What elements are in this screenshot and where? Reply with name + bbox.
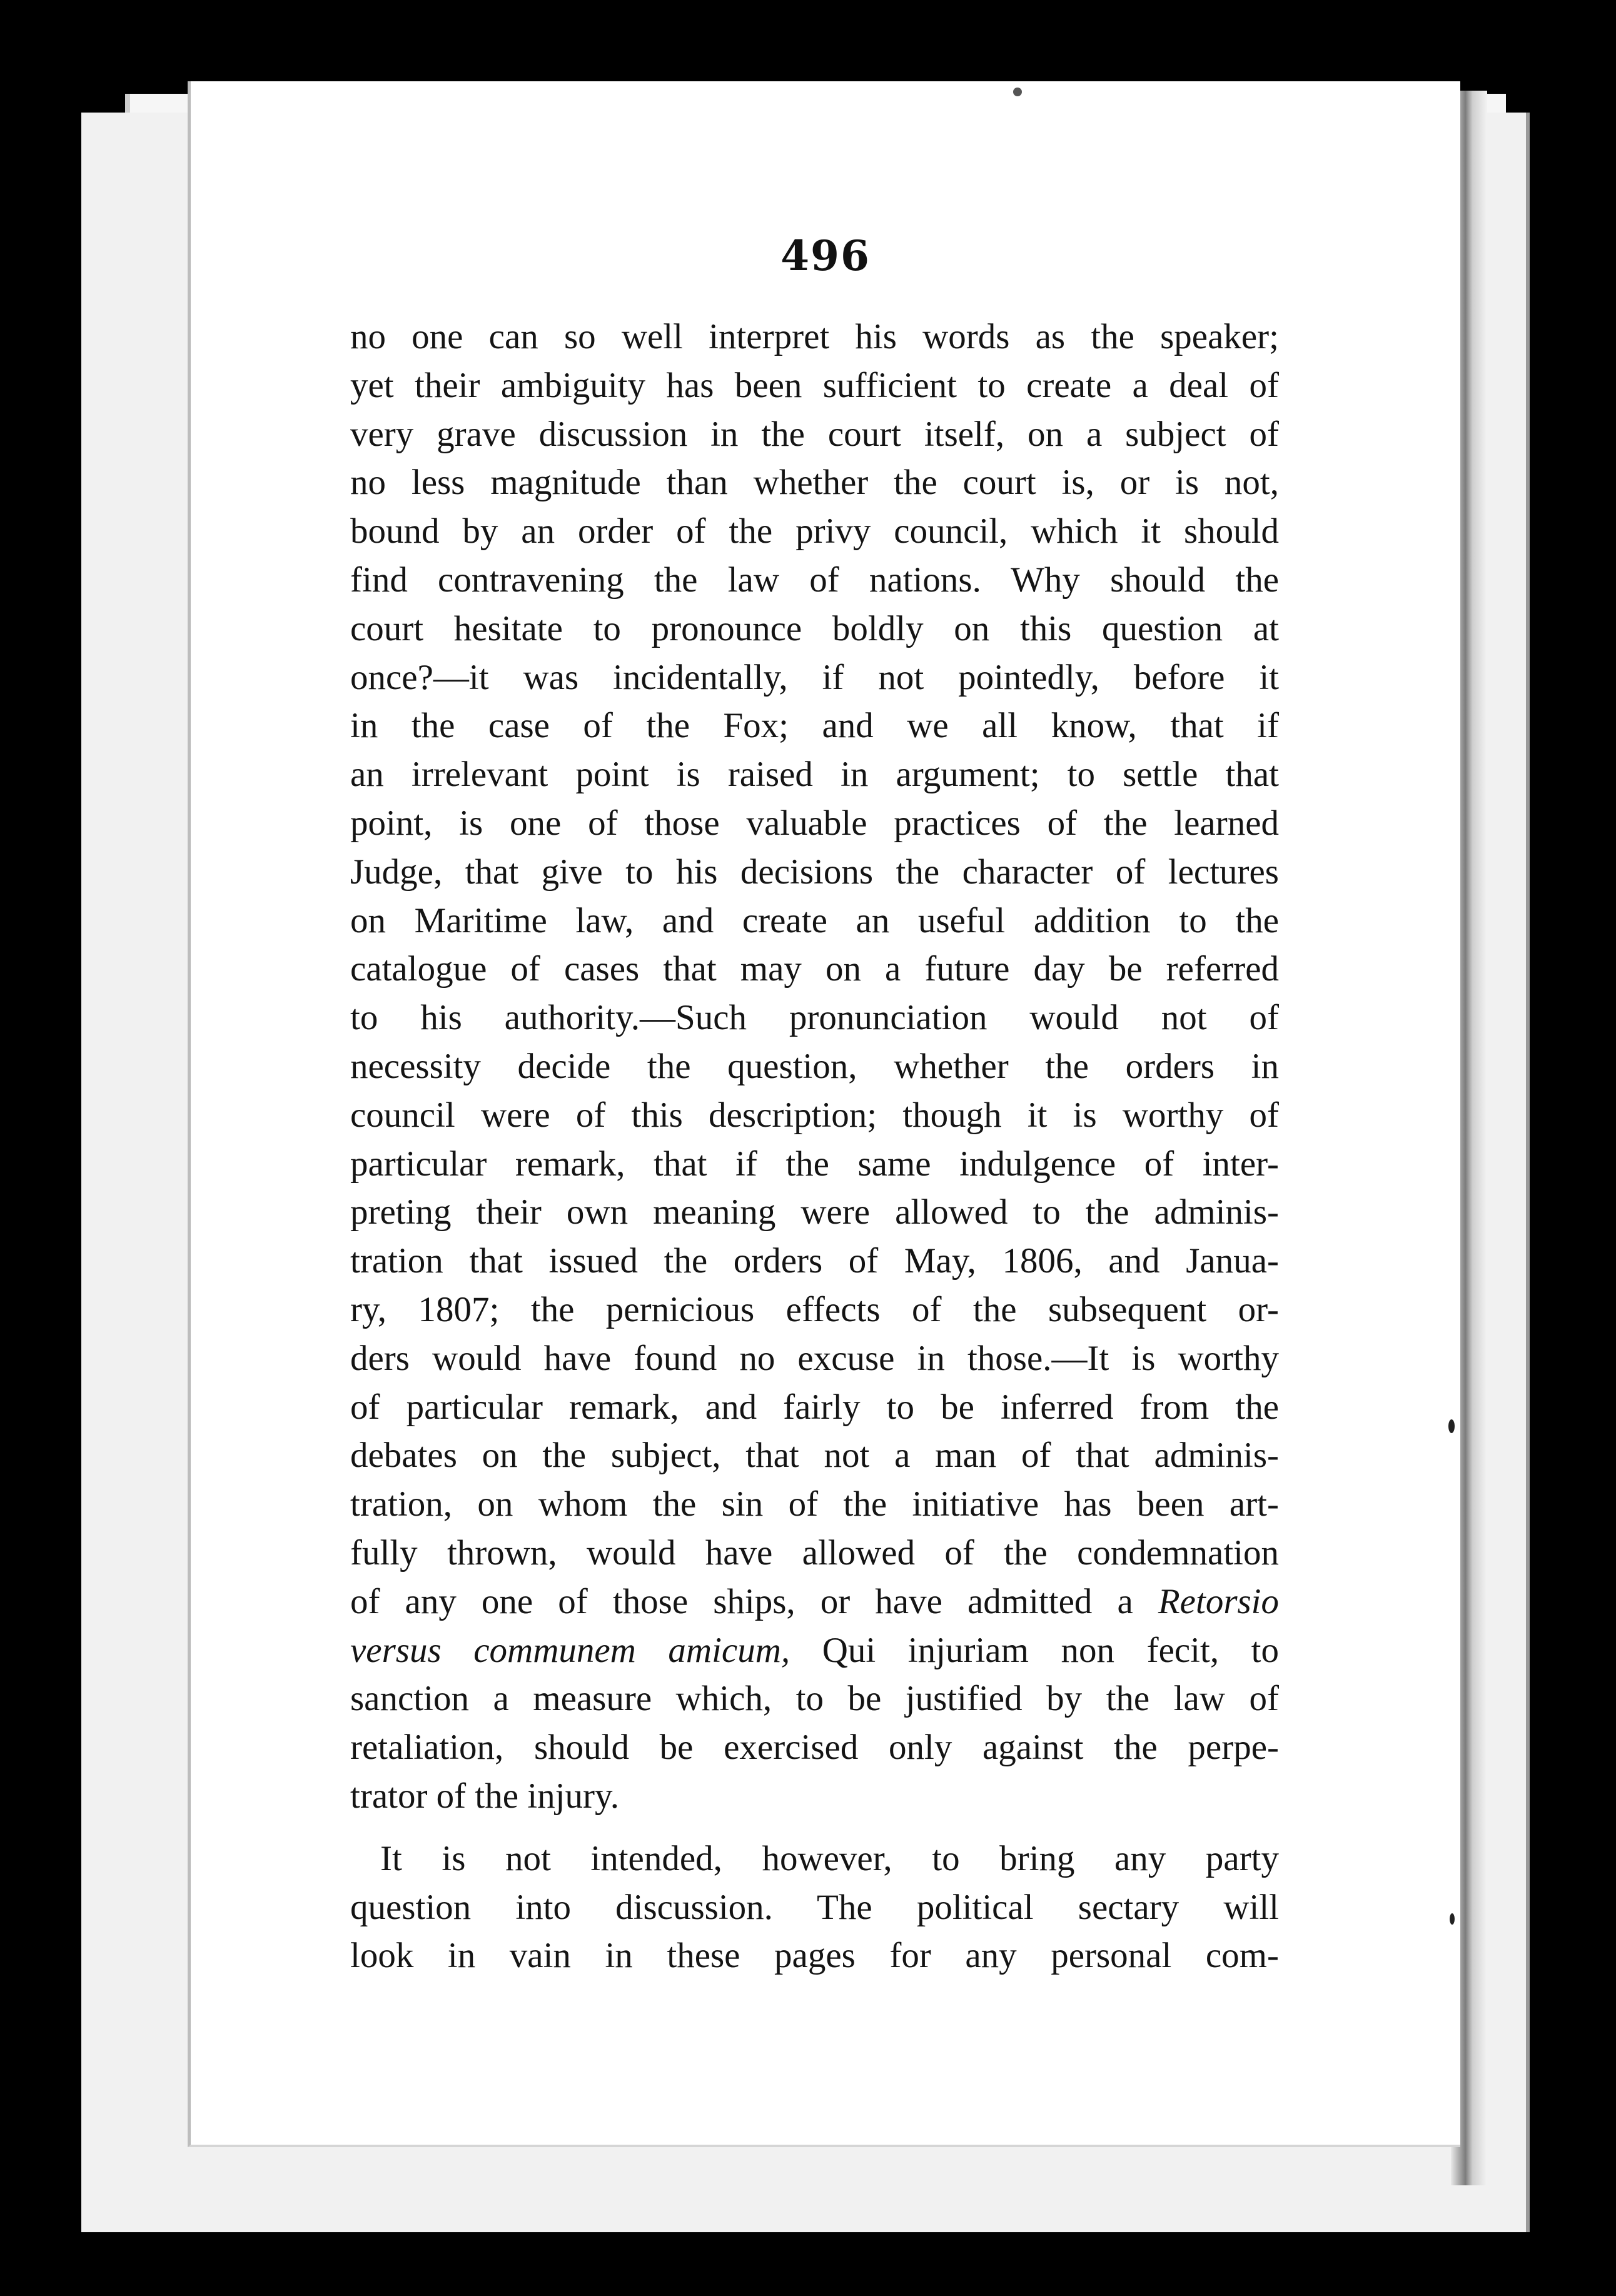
text-line: to his authority.—Such pronunciation would not of: [350, 998, 1279, 1038]
text-line: yet their ambiguity has been sufficient to create a deal of: [350, 365, 1279, 405]
text-line: debates on the subject, that not a man of that adminis-: [350, 1436, 1279, 1476]
text-line: retaliation, should be exercised only against the perpe-: [350, 1728, 1279, 1768]
text-line: once?—it was incidentally, if not pointedly, before it: [350, 657, 1279, 697]
text-line: on Maritime law, and create an useful addition to the: [350, 900, 1279, 940]
text-line: [350, 1578, 1279, 1626]
latin-phrase: Retorsio: [1158, 1581, 1280, 1621]
body-text: [350, 313, 1279, 1980]
text-line: tration that issued the orders of May, 1806, and Janua-: [350, 1241, 1279, 1281]
text-line: sanction a measure which, to be justified by the law of: [350, 1679, 1279, 1719]
paragraph-end-line: trator of the injury.: [350, 1776, 620, 1816]
paper-speck: [1013, 88, 1022, 96]
page-number: 496: [780, 231, 871, 280]
text-line: Judge, that give to his decisions the character of lectures: [350, 852, 1279, 892]
page-sheet: [188, 81, 1460, 2147]
text-line: council were of this description; though it is worthy of: [350, 1095, 1279, 1135]
text-line: very grave discussion in the court itself, on a subject of: [350, 414, 1279, 454]
paper-speck: [1448, 1419, 1455, 1433]
text-line: necessity decide the question, whether the orders in: [350, 1046, 1279, 1086]
text-line: find contravening the law of nations. Why should the: [350, 560, 1279, 600]
text-line: particular remark, that if the same indulgence of inter-: [350, 1144, 1279, 1184]
text-line: fully thrown, would have allowed of the condemnation: [350, 1533, 1279, 1573]
text-line: [350, 1626, 1279, 1675]
text-line: ry, 1807; the pernicious effects of the subsequent or-: [350, 1289, 1279, 1329]
latin-phrase: versus communem amicum,: [350, 1630, 790, 1670]
text-line: look in vain in these pages for any personal com-: [350, 1936, 1279, 1976]
text-line: of particular remark, and fairly to be inferred from the: [350, 1387, 1279, 1427]
text-line: court hesitate to pronounce boldly on this question at: [350, 608, 1279, 648]
text-line: no one can so well interpret his words as the speaker;: [350, 317, 1279, 356]
text-segment: of any one of those ships, or have admitted a: [350, 1581, 1133, 1621]
text-line: question into discussion. The political sectary will: [350, 1887, 1279, 1927]
paragraph-start-line: It is not intended, however, to bring any party: [380, 1838, 1279, 1878]
text-line: preting their own meaning were allowed to the adminis-: [350, 1192, 1279, 1232]
paper-speck: [1450, 1913, 1455, 1925]
text-line: bound by an order of the privy council, which it should: [350, 511, 1279, 551]
text-line: catalogue of cases that may on a future day be referred: [350, 949, 1279, 989]
text-line: point, is one of those valuable practices of the learned: [350, 803, 1279, 843]
text-line: ders would have found no excuse in those.—It is worthy: [350, 1338, 1279, 1378]
text-line: an irrelevant point is raised in argument; to settle that: [350, 755, 1279, 795]
text-line: no less magnitude than whether the court is, or is not,: [350, 463, 1279, 503]
text-segment: Qui injuriam non fecit, to: [822, 1630, 1280, 1670]
text-line: in the case of the Fox; and we all know, that if: [350, 706, 1279, 746]
text-line: tration, on whom the sin of the initiative has been art-: [350, 1484, 1279, 1524]
